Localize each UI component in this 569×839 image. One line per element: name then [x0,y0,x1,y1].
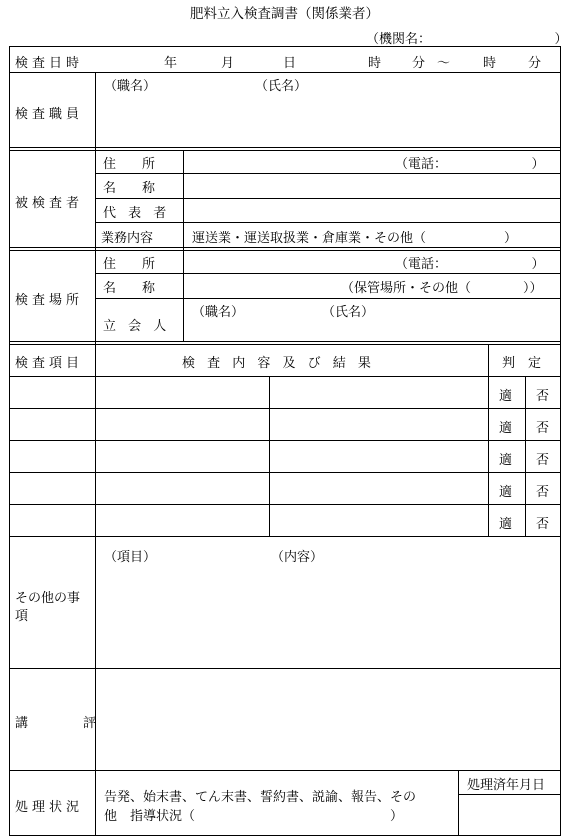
day-label: 日 [283,56,297,71]
judge-ok-row-2[interactable]: 適 [499,421,513,436]
document-title: 肥料立入検査調書（関係業者） [190,6,379,22]
inspected-party-label: 被検査者 [15,196,84,211]
inspection-content-header: 検 査 内 容 及 び 結 果 [182,356,375,371]
other-item-field[interactable]: （項目） [104,550,157,565]
month-label: 月 [221,56,235,71]
other-matters-label-line2: 項 [15,609,29,624]
inspection-place-label: 検査場所 [15,293,84,308]
hour-end-label: 時 [483,56,497,71]
inspector-name-field[interactable]: （氏名） [255,79,308,94]
inspected-representative-label: 代 表 者 [103,206,171,221]
witness-label: 立 会 人 [103,319,171,334]
other-content-field[interactable]: （内容） [271,550,324,565]
witness-position-field[interactable]: （職名） [192,305,245,320]
processing-status-options-line1[interactable]: 告発、始末書、てん末書、誓約書、説諭、報告、その [104,790,417,805]
other-matters-label-line1: その他の事 [15,591,81,606]
judge-ng-row-5[interactable]: 否 [536,517,550,532]
minute-start-label: 分 [412,56,426,71]
processing-date-label: 処理済年月日 [467,778,546,793]
inspected-phone-field[interactable]: （電話： ） [395,157,545,172]
inspection-datetime-label: 検査日時 [15,56,84,71]
witness-name-field[interactable]: （氏名） [322,305,375,320]
inspected-business-label: 業務内容 [101,231,154,246]
tilde-separator: ～ [437,56,451,71]
judge-ok-row-5[interactable]: 適 [499,517,513,532]
inspected-address-label: 住 所 [103,157,156,172]
place-storage-field[interactable]: （保管場所・その他（ ）） [341,281,543,296]
processing-status-label: 処理状況 [15,800,84,815]
judge-ok-row-1[interactable]: 適 [499,389,513,404]
place-name-label: 名 称 [103,281,156,296]
inspection-items-label: 検査項目 [15,356,84,371]
place-phone-field[interactable]: （電話： ） [395,257,545,272]
agency-name-field[interactable]: （機関名： ） [366,32,568,47]
judge-ok-row-3[interactable]: 適 [499,453,513,468]
judgement-header: 判 定 [502,356,542,371]
hour-start-label: 時 [368,56,382,71]
inspection-form-table [9,46,561,836]
year-label: 年 [164,56,178,71]
inspector-position-field[interactable]: （職名） [104,79,157,94]
minute-end-label: 分 [528,56,542,71]
judge-ng-row-1[interactable]: 否 [536,389,550,404]
judge-ng-row-2[interactable]: 否 [536,421,550,436]
judge-ok-row-4[interactable]: 適 [499,485,513,500]
judge-ng-row-3[interactable]: 否 [536,453,550,468]
inspected-name-label: 名 称 [103,181,156,196]
inspected-business-options[interactable]: 運送業・運送取扱業・倉庫業・その他（ ） [192,231,518,246]
judge-ng-row-4[interactable]: 否 [536,485,550,500]
processing-status-options-line2[interactable]: 他 指導状況（ ） [104,809,404,824]
review-label: 講 評 [15,716,101,731]
inspector-label: 検査職員 [15,107,84,122]
place-address-label: 住 所 [103,257,156,272]
